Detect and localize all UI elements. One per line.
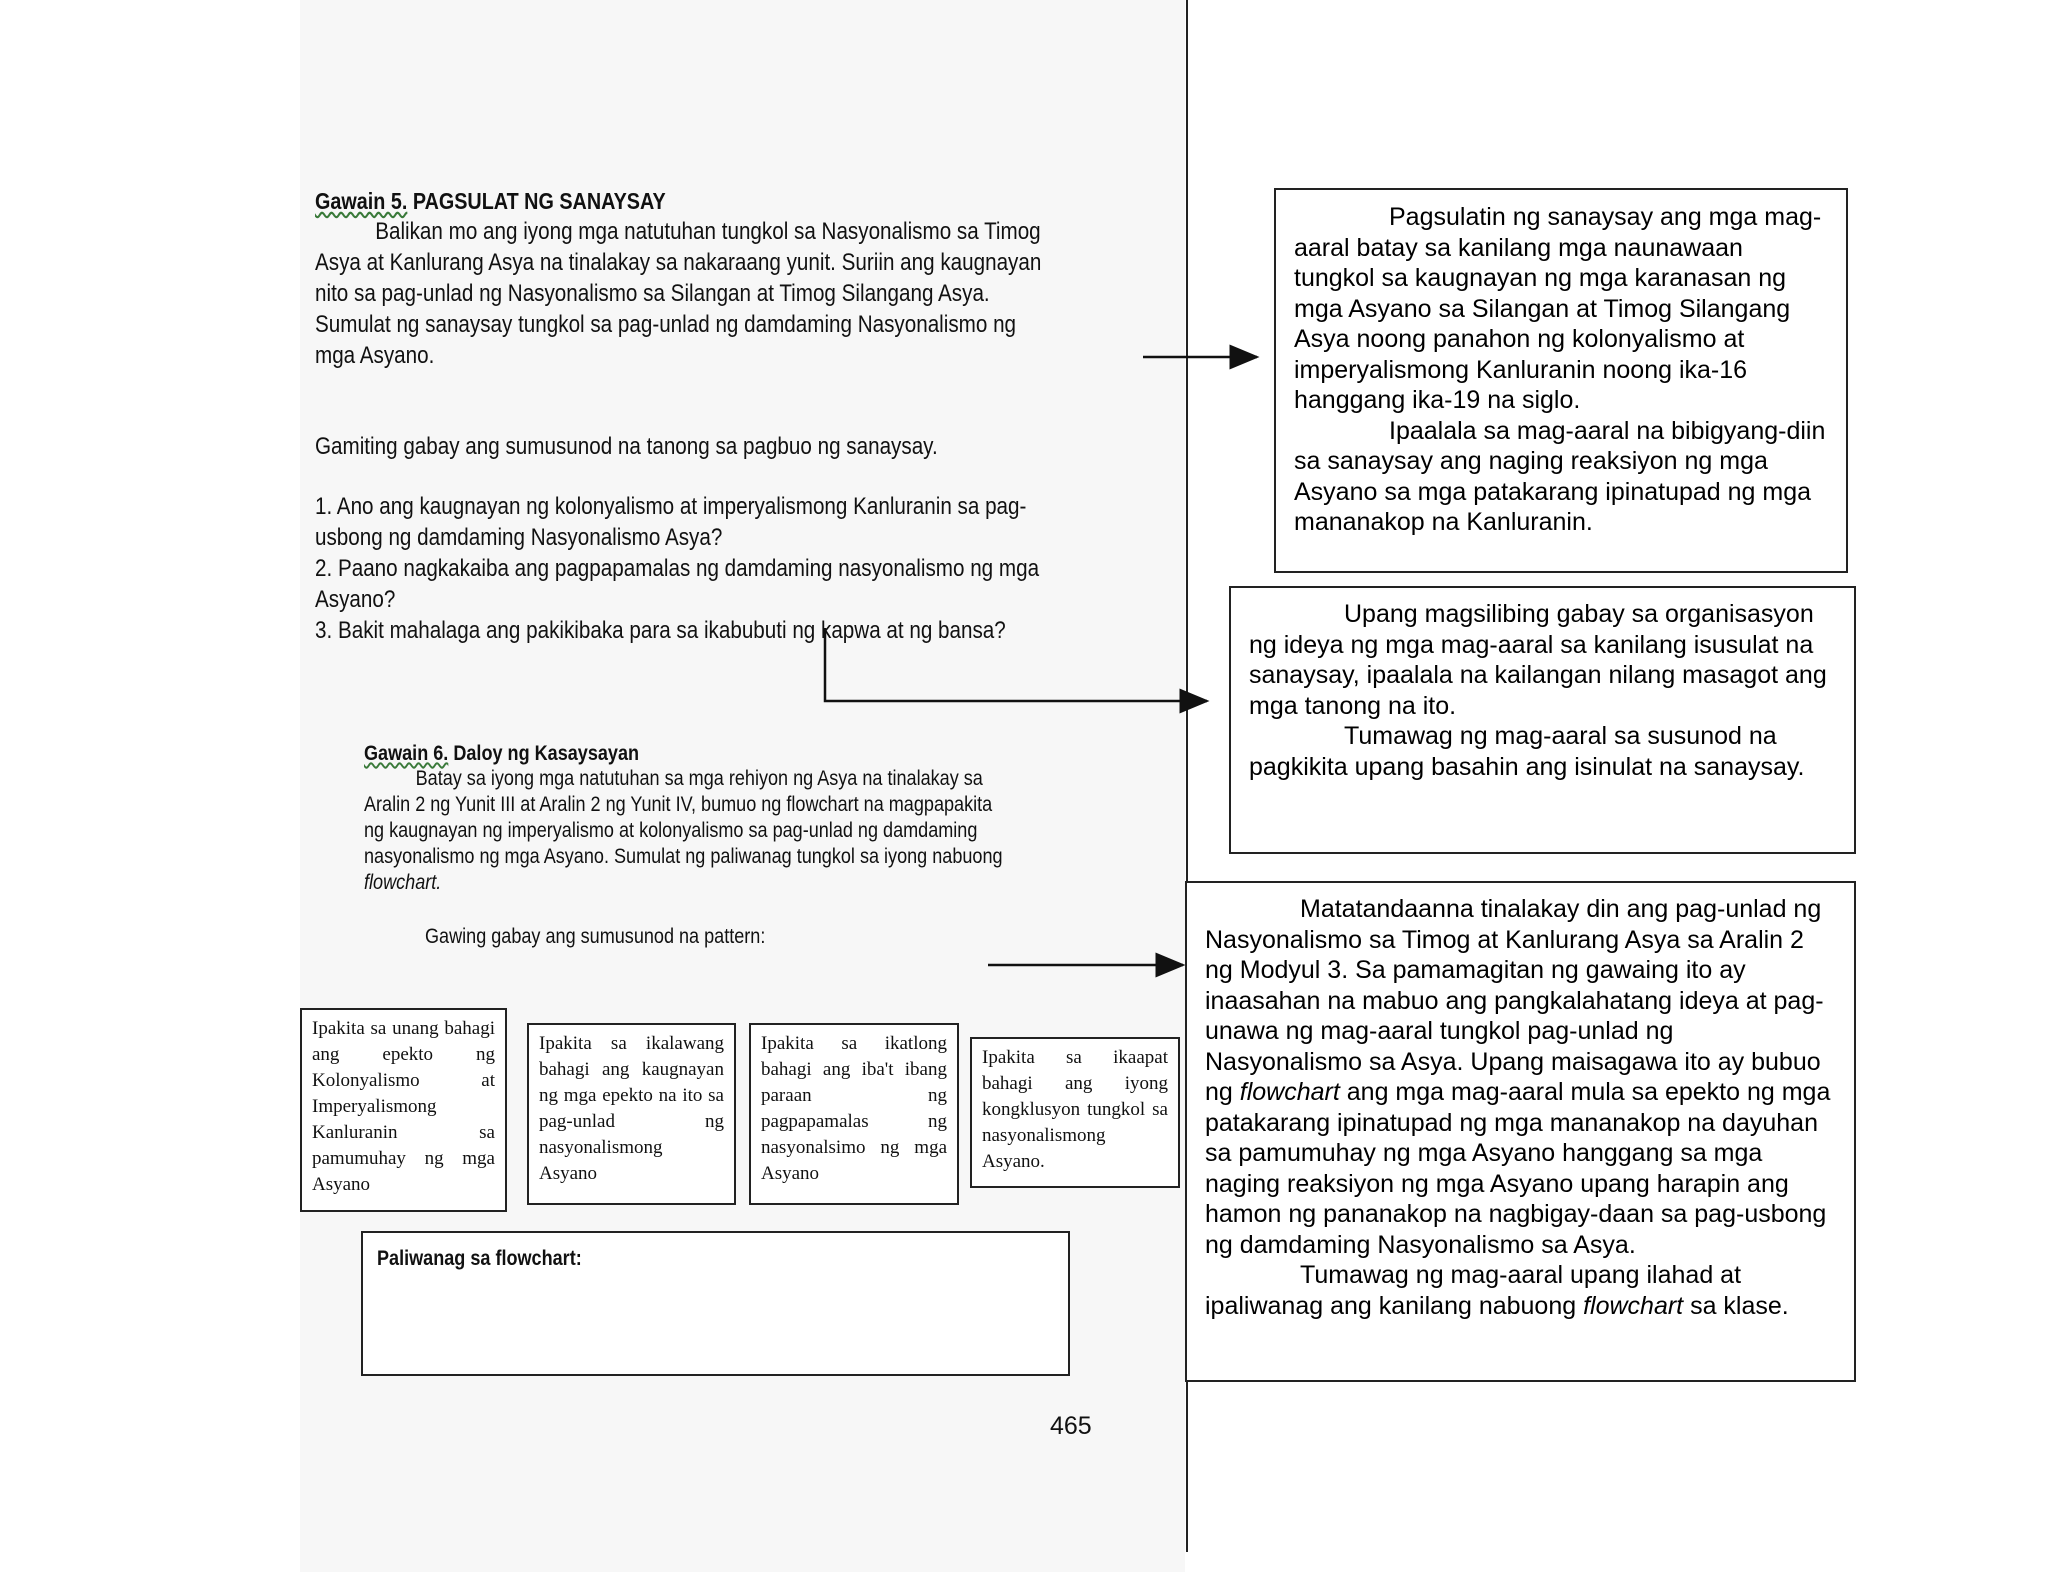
- question-line: 2. Paano nagkakaiba ang pagpapamalas ng damdaming nasyonalismo ng mga: [315, 555, 1040, 582]
- gawain6-heading: Daloy ng Kasaysayan: [448, 742, 640, 765]
- arrow-questions-to-note2: [825, 628, 1207, 701]
- gawain6-label: Gawain 6.: [364, 742, 449, 765]
- gawain6-line: nasyonalismo ng mga Asyano. Sumulat ng paliwanag tungkol sa iyong nabuong: [364, 845, 1003, 868]
- gawain6-guide: Gawing gabay ang sumusunod na pattern:: [425, 925, 766, 948]
- gawain6-line: ng kaugnayan ng imperyalismo at kolonyalismo sa pag-unlad ng damdaming: [364, 819, 978, 842]
- gawain5-line: Balikan mo ang iyong mga natutuhan tungkol sa Nasyonalismo sa Timog: [375, 218, 1041, 245]
- gawain5-line: Asya at Kanlurang Asya na tinalakay sa nakaraang yunit. Suriin ang kaugnayan: [315, 249, 1042, 276]
- question-line: Asyano?: [315, 586, 396, 613]
- note2-paragraph: Tumawag ng mag-aaral sa susunod na pagkikita upang basahin ang isinulat na sanaysay.: [1249, 722, 1805, 781]
- note3-paragraph: [1205, 894, 1836, 1260]
- teacher-note-1: [1274, 188, 1848, 573]
- gawain6-line: flowchart.: [364, 871, 442, 894]
- gawain5-heading: PAGSULAT NG SANAYSAY: [407, 188, 666, 214]
- teacher-note-2: [1229, 586, 1856, 854]
- gawain5-label: Gawain 5.: [315, 188, 408, 214]
- note1-paragraph: Ipaalala sa mag-aaral na bibigyang-diin sa sanaysay ang naging reaksiyon ng mga Asyano sa mga patakarang ipinatupad ng mga mananakop na Kanluranin.: [1294, 416, 1826, 536]
- page-number: 465: [1050, 1412, 1092, 1440]
- note3-paragraph: [1205, 1260, 1836, 1321]
- gawain6-line: Batay sa iyong mga natutuhan sa mga rehiyon ng Asya na tinalakay sa: [415, 767, 983, 790]
- question-line: usbong ng damdaming Nasyonalismo Asya?: [315, 524, 723, 551]
- note1-paragraph: Pagsulatin ng sanaysay ang mga mag-aaral batay sa kanilang mga naunawaan tungkol sa kaugnayan ng mga karanasan ng mga Asyano sa Silangan at Timog Silangang Asya noong panahon ng kolonyalismo at imperyalismong Kanluranin noong ika-16 hanggang ika-19 na siglo.: [1294, 203, 1822, 414]
- flowchart-box-1: Ipakita sa unang bahagi ang epekto ng Kolonyalismo at Imperyalismong Kanluranin sa pamumuhay ng mga Asyano: [300, 1008, 507, 1212]
- note3-text: ang mga mag-aaral mula sa epekto ng mga patakarang ipinatupad ng mga mananakop na dayuhan sa pamumuhay ng mga Asyano hanggang sa mga naging reaksiyon ng mga Asyano upang harapin ang hamon ng pananakop na nagbigay-daan sa pag-usbong ng damdaming Nasyonalismo sa Asya.: [1205, 1078, 1831, 1259]
- flowchart-box-3: Ipakita sa ikatlong bahagi ang iba't ibang paraan ng pagpapamalas ng nasyonalsimo ng mga Asyano: [749, 1023, 959, 1205]
- gawain5-line: mga Asyano.: [315, 342, 435, 369]
- gawain5-line: Sumulat ng sanaysay tungkol sa pag-unlad ng damdaming Nasyonalismo ng: [315, 311, 1017, 338]
- gawain6-line: Aralin 2 ng Yunit III at Aralin 2 ng Yunit IV, bumuo ng flowchart na magpapakita: [364, 793, 993, 816]
- note3-text: Matatandaanna tinalakay din ang pag-unlad ng Nasyonalismo sa Timog at Kanlurang Asya sa Aralin 2 ng Modyul 3. Sa pamamagitan ng gawaing ito ay inaasahan na mabuo ang pangkalahatang ideya at pag-unawa ng mag-aaral tungkol pag-unlad ng Nasyonalismo sa Asya. Upang maisagawa ito ay bubuo ng: [1205, 895, 1824, 1106]
- question-line: 3. Bakit mahalaga ang pakikibaka para sa ikabubuti ng kapwa at ng bansa?: [315, 617, 1006, 644]
- question-line: 1. Ano ang kaugnayan ng kolonyalismo at imperyalismong Kanluranin sa pag-: [315, 493, 1027, 520]
- note2-paragraph: Upang magsilibing gabay sa organisasyon ng ideya ng mga mag-aaral sa kanilang isusulat na sanaysay, ipaalala na kailangan nilang masagot ang mga tanong na ito.: [1249, 600, 1827, 720]
- gawain5-guide: Gamiting gabay ang sumusunod na tanong sa pagbuo ng sanaysay.: [315, 433, 938, 460]
- note3-italic: flowchart: [1583, 1291, 1684, 1320]
- note3-text: Tumawag ng mag-aaral upang ilahad at ipaliwanag ang kanilang nabuong: [1205, 1261, 1742, 1320]
- flowchart-box-4: Ipakita sa ikaapat bahagi ang iyong kongklusyon tungkol sa nasyonalismong Asyano.: [970, 1037, 1180, 1188]
- explanation-label: Paliwanag sa flowchart:: [377, 1247, 582, 1270]
- flowchart-box-2: Ipakita sa ikalawang bahagi ang kaugnayan ng mga epekto na ito sa pag-unlad ng nasyonalismong Asyano: [527, 1023, 736, 1205]
- note3-text: sa klase.: [1683, 1291, 1789, 1320]
- gawain5-line: nito sa pag-unlad ng Nasyonalismo sa Silangan at Timog Silangang Asya.: [315, 280, 990, 307]
- note3-italic: flowchart: [1239, 1078, 1340, 1106]
- teacher-note-3: [1185, 881, 1856, 1382]
